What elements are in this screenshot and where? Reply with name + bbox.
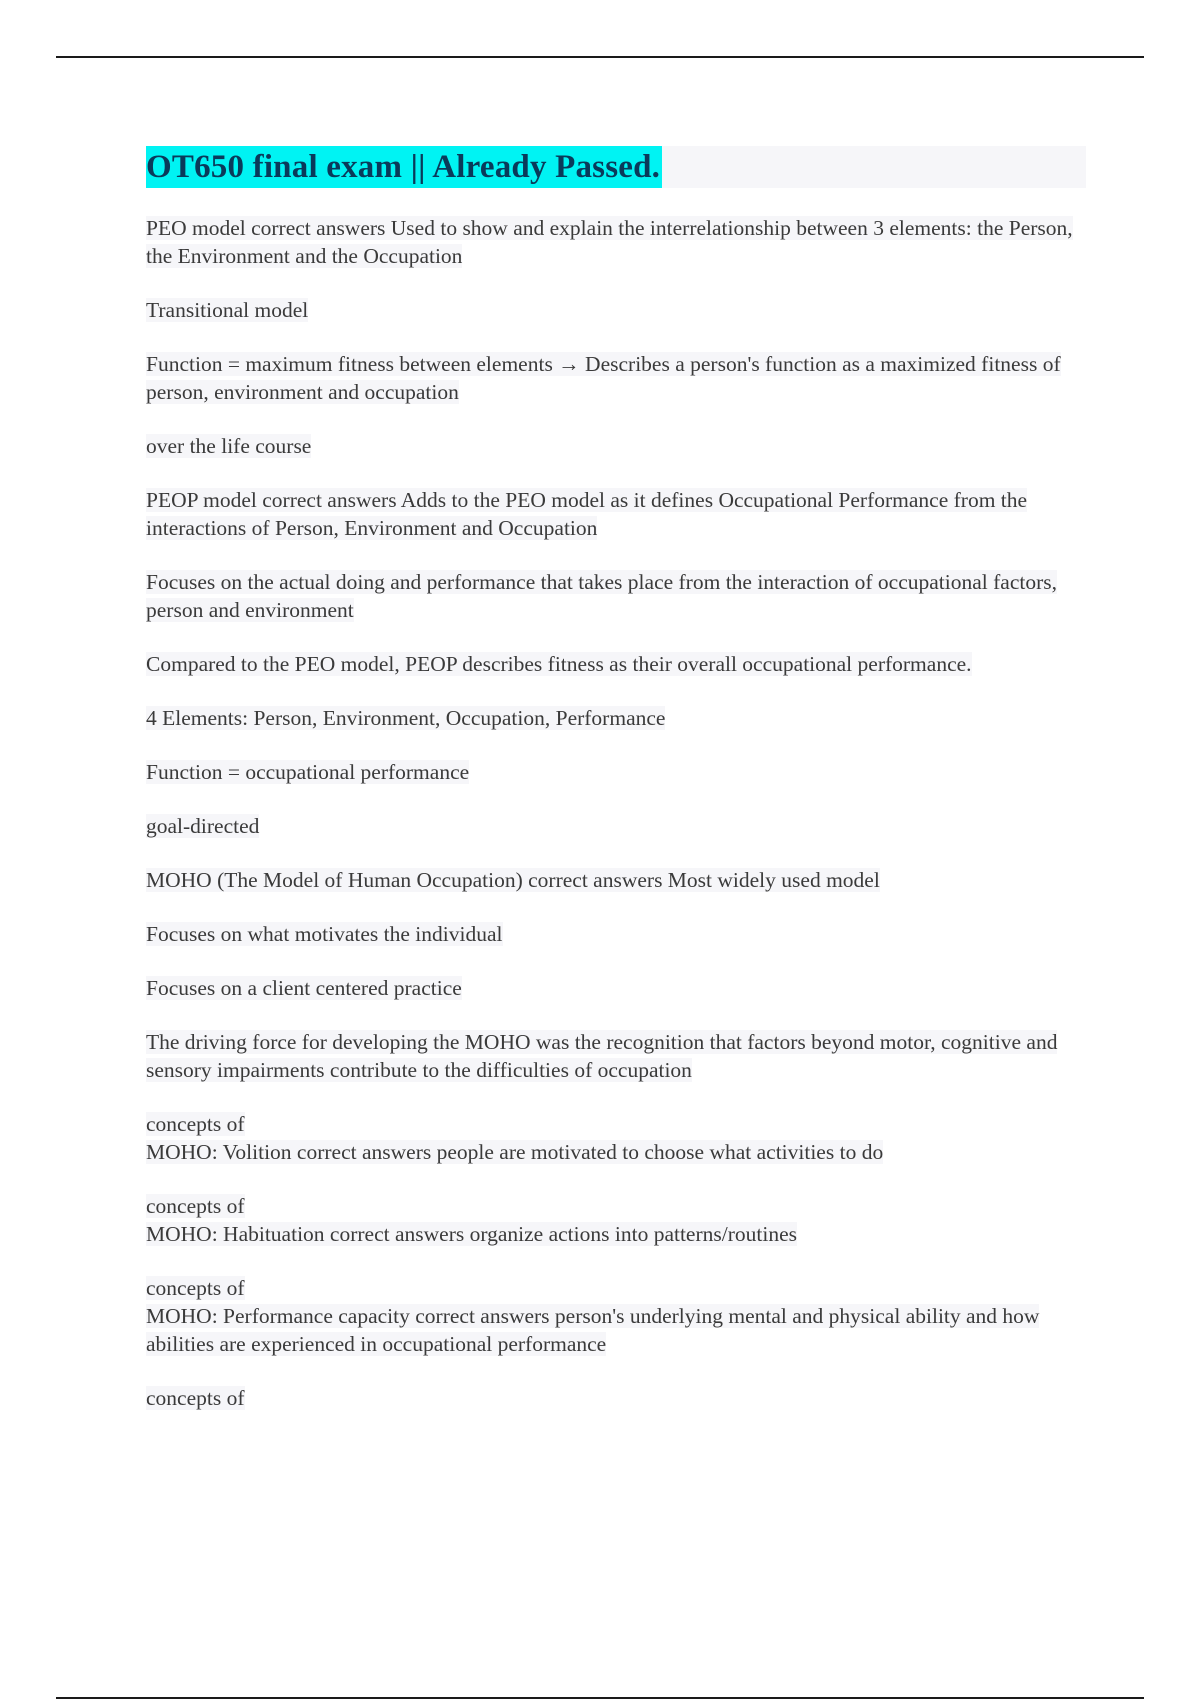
paragraph xyxy=(146,486,1086,542)
paragraph xyxy=(146,704,1086,732)
title-bar xyxy=(146,146,1086,188)
paragraph xyxy=(146,1110,1086,1166)
paragraph xyxy=(146,650,1086,678)
paragraph xyxy=(146,866,1086,894)
paragraph-text: MOHO (The Model of Human Occupation) correct answers Most widely used model xyxy=(146,868,880,892)
paragraph xyxy=(146,1274,1086,1358)
paragraph-text: Transitional model xyxy=(146,298,309,322)
paragraph xyxy=(146,758,1086,786)
paragraph-list xyxy=(146,214,1086,1412)
paragraph-text: PEO model correct answers Used to show and explain the interrelationship between 3 elements: the Person, the Environment and the Occupation xyxy=(146,216,1073,268)
paragraph xyxy=(146,974,1086,1002)
paragraph xyxy=(146,1384,1086,1412)
paragraph-text: Compared to the PEO model, PEOP describes fitness as their overall occupational performance. xyxy=(146,652,972,676)
paragraph-text: PEOP model correct answers Adds to the PEO model as it defines Occupational Performance from the interactions of Person, Environment and Occupation xyxy=(146,488,1028,540)
paragraph xyxy=(146,350,1086,406)
paragraph xyxy=(146,214,1086,270)
paragraph-text: concepts of MOHO: Volition correct answers people are motivated to choose what activities to do xyxy=(146,1112,884,1164)
paragraph xyxy=(146,296,1086,324)
document-body xyxy=(146,146,1086,1438)
paragraph xyxy=(146,432,1086,460)
bottom-rule xyxy=(56,1697,1144,1699)
paragraph-text: 4 Elements: Person, Environment, Occupation, Performance xyxy=(146,706,666,730)
paragraph-text: concepts of MOHO: Habituation correct answers organize actions into patterns/routines xyxy=(146,1194,797,1246)
document-title: OT650 final exam || Already Passed. xyxy=(146,146,662,188)
paragraph-text: Focuses on the actual doing and performance that takes place from the interaction of occupational factors, person and environment xyxy=(146,570,1058,622)
paragraph-text: goal-directed xyxy=(146,814,260,838)
paragraph xyxy=(146,1192,1086,1248)
paragraph xyxy=(146,920,1086,948)
paragraph-text: Function = occupational performance xyxy=(146,760,470,784)
paragraph-text: concepts of MOHO: Performance capacity correct answers person's underlying mental and physical ability and how abilities are experienced in occupational performance xyxy=(146,1276,1040,1356)
top-rule xyxy=(56,56,1144,58)
paragraph-text: over the life course xyxy=(146,434,312,458)
paragraph-text: concepts of xyxy=(146,1386,245,1410)
paragraph xyxy=(146,568,1086,624)
paragraph-text: Focuses on a client centered practice xyxy=(146,976,462,1000)
paragraph xyxy=(146,812,1086,840)
paragraph-text: Function = maximum fitness between elements → Describes a person's function as a maximized fitness of person, environment and occupation xyxy=(146,352,1061,404)
paragraph-text: The driving force for developing the MOHO was the recognition that factors beyond motor, cognitive and sensory impairments contribute to the difficulties of occupation xyxy=(146,1030,1058,1082)
paragraph-text: Focuses on what motivates the individual xyxy=(146,922,503,946)
paragraph xyxy=(146,1028,1086,1084)
